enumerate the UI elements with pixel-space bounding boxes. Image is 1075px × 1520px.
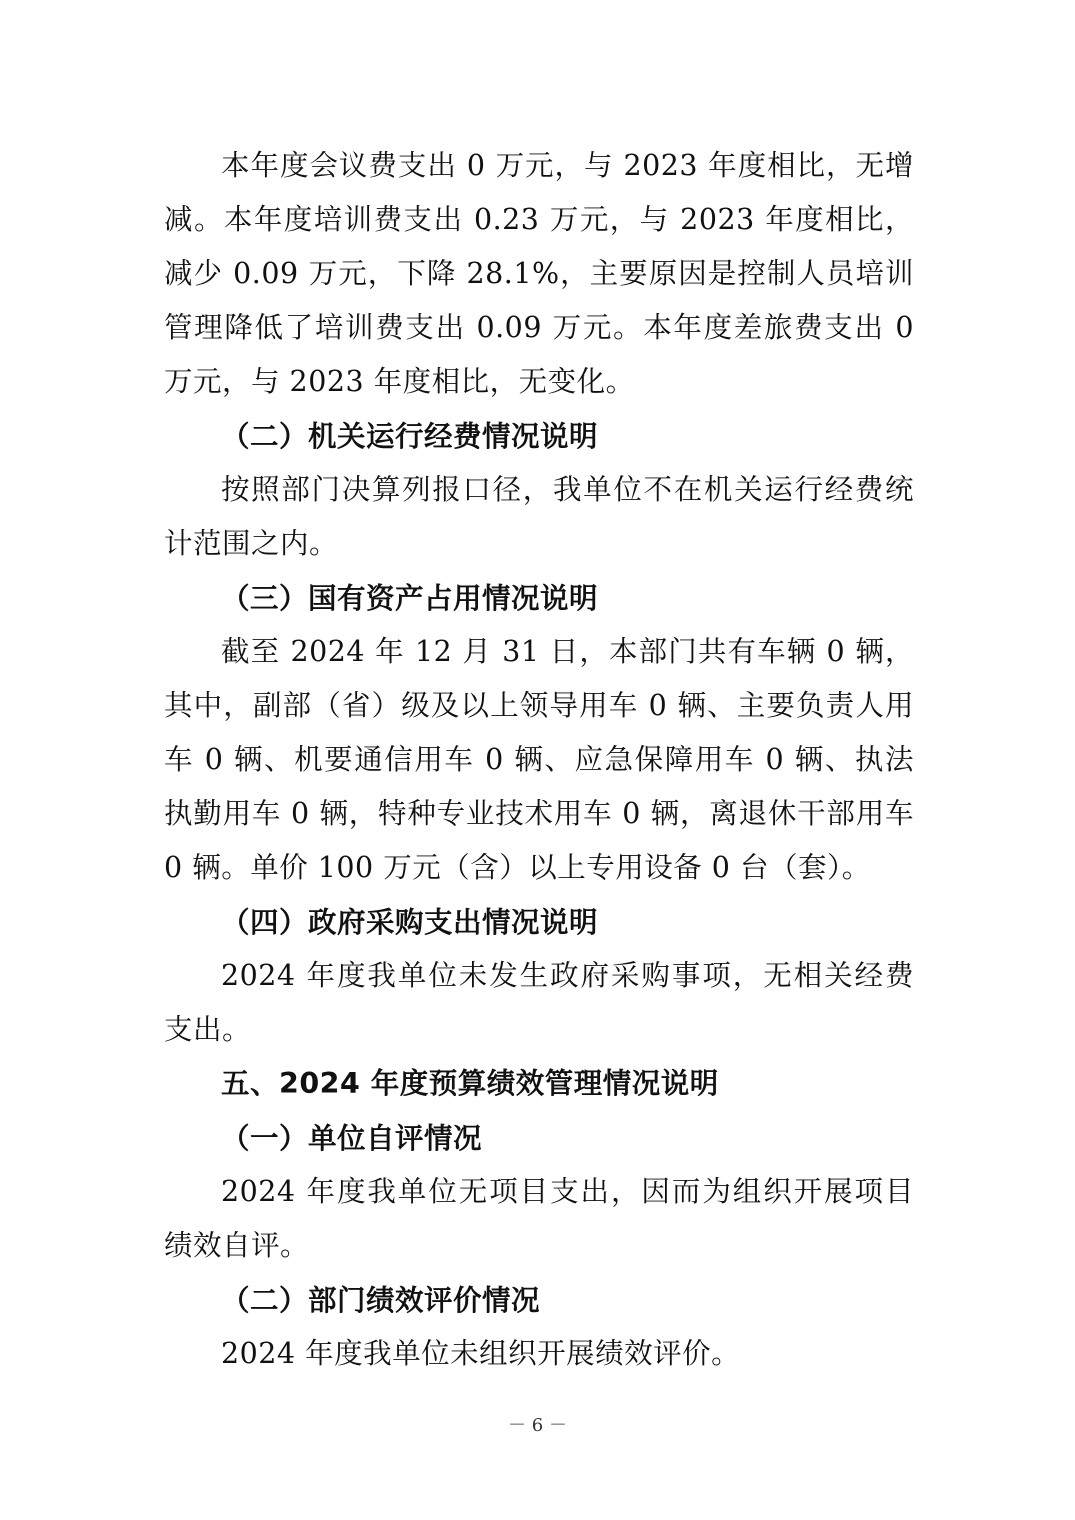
page-number: － 6 － <box>508 1415 567 1436</box>
heading-self-evaluation: （一）单位自评情况 <box>221 1121 483 1155</box>
document-body <box>164 139 914 1381</box>
paragraph-meeting-training-travel-expenses: 本年度会议费支出 0 万元，与 2023 年度相比，无增减。本年度培训费支出 0.23 万元，与 2023 年度相比，减少 0.09 万元，下降 28.1%，主要原因是控制人员培训管理降低了培训费支出 0.09 万元。本年度差旅费支出 0 万元，与 2023 年度相比，无变化。 <box>164 149 914 398</box>
paragraph-state-assets: 截至 2024 年 12 月 31 日，本部门共有车辆 0 辆，其中，副部（省）级及以上领导用车 0 辆、主要负责人用车 0 辆、机要通信用车 0 辆、应急保障用车 0 辆、执法执勤用车 0 辆，特种专业技术用车 0 辆，离退休干部用车 0 辆。单价 100 万元（含）以上专用设备 0 台（套）。 <box>164 635 914 884</box>
paragraph-self-evaluation: 2024 年度我单位无项目支出，因而为组织开展项目绩效自评。 <box>164 1175 914 1262</box>
section-title-performance-management: 五、2024 年度预算绩效管理情况说明 <box>221 1067 719 1100</box>
paragraph-department-evaluation: 2024 年度我单位未组织开展绩效评价。 <box>221 1337 741 1370</box>
heading-agency-operating-expenses: （二）机关运行经费情况说明 <box>221 419 599 453</box>
heading-government-procurement: （四）政府采购支出情况说明 <box>221 905 599 939</box>
heading-department-evaluation: （二）部门绩效评价情况 <box>221 1283 541 1317</box>
paragraph-government-procurement: 2024 年度我单位未发生政府采购事项，无相关经费支出。 <box>164 959 914 1046</box>
paragraph-agency-operating-expenses: 按照部门决算列报口径，我单位不在机关运行经费统计范围之内。 <box>164 473 914 560</box>
heading-state-assets: （三）国有资产占用情况说明 <box>221 581 599 615</box>
